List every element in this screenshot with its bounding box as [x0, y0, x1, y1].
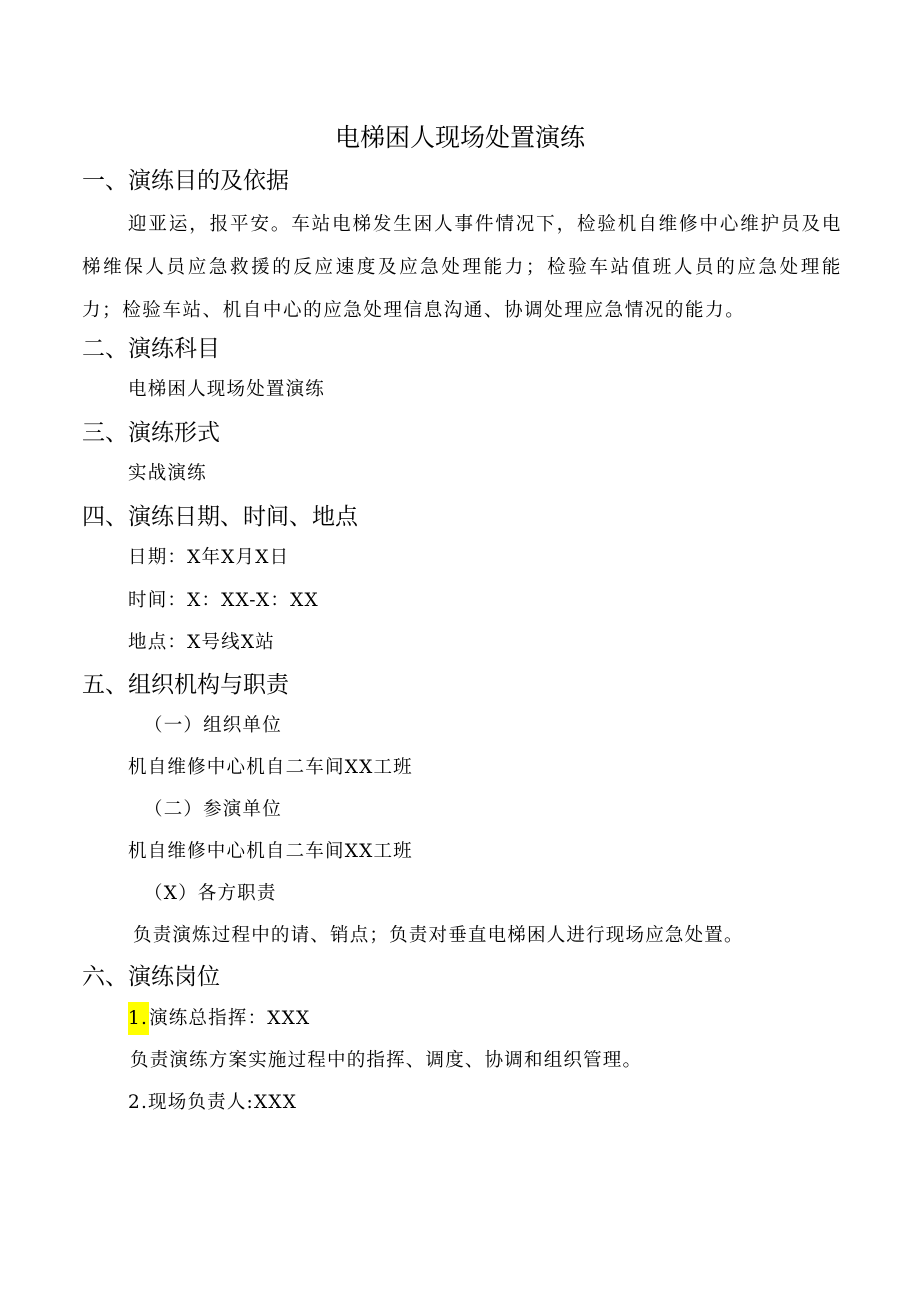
- subject-text: 电梯困人现场处置演练: [128, 379, 326, 400]
- duties-text: 负责演炼过程中的请、销点；负责对垂直电梯困人进行现场应急处置。: [133, 925, 744, 946]
- participant-label: （二）参演单位: [144, 799, 282, 820]
- duties-label: （X）各方职责: [144, 883, 277, 904]
- section-heading-datetime: 四、演练日期、时间、地点: [82, 504, 358, 530]
- section-heading-subject: 二、演练科目: [82, 336, 220, 362]
- document-title: 电梯困人现场处置演练: [334, 123, 585, 152]
- date-text: 日期：X年X月X日: [128, 547, 290, 568]
- organizer-text: 机自维修中心机自二车间XX工班: [128, 757, 413, 778]
- section-heading-purpose: 一、演练目的及依据: [82, 168, 289, 194]
- section-heading-organization: 五、组织机构与职责: [82, 672, 289, 698]
- section-heading-form: 三、演练形式: [82, 420, 220, 446]
- time-text: 时间：X：XX-X：XX: [128, 590, 319, 611]
- participant-text: 机自维修中心机自二车间XX工班: [128, 841, 413, 862]
- post-1-description: 负责演练方案实施过程中的指挥、调度、协调和组织管理。: [130, 1050, 643, 1071]
- form-text: 实战演练: [128, 463, 207, 484]
- post-1-line: [128, 1004, 310, 1034]
- section-heading-posts: 六、演练岗位: [82, 964, 220, 990]
- post-2-line: 2.现场负责人:XXX: [128, 1092, 298, 1113]
- organizer-label: （一）组织单位: [144, 715, 282, 736]
- post-1-title: 演练总指挥：XXX: [149, 1008, 311, 1029]
- post-1-number-highlight: 1.: [128, 1002, 149, 1035]
- location-text: 地点：X号线X站: [128, 632, 275, 653]
- purpose-paragraph: 迎亚运，报平安。车站电梯发生困人事件情况下，检验机自维修中心维护员及电梯维保人员应急救援的反应速度及应急处理能力；检验车站值班人员的应急处理能力；检验车站、机自中心的应急处理信息沟通、协调处理应急情况的能力。: [82, 214, 842, 321]
